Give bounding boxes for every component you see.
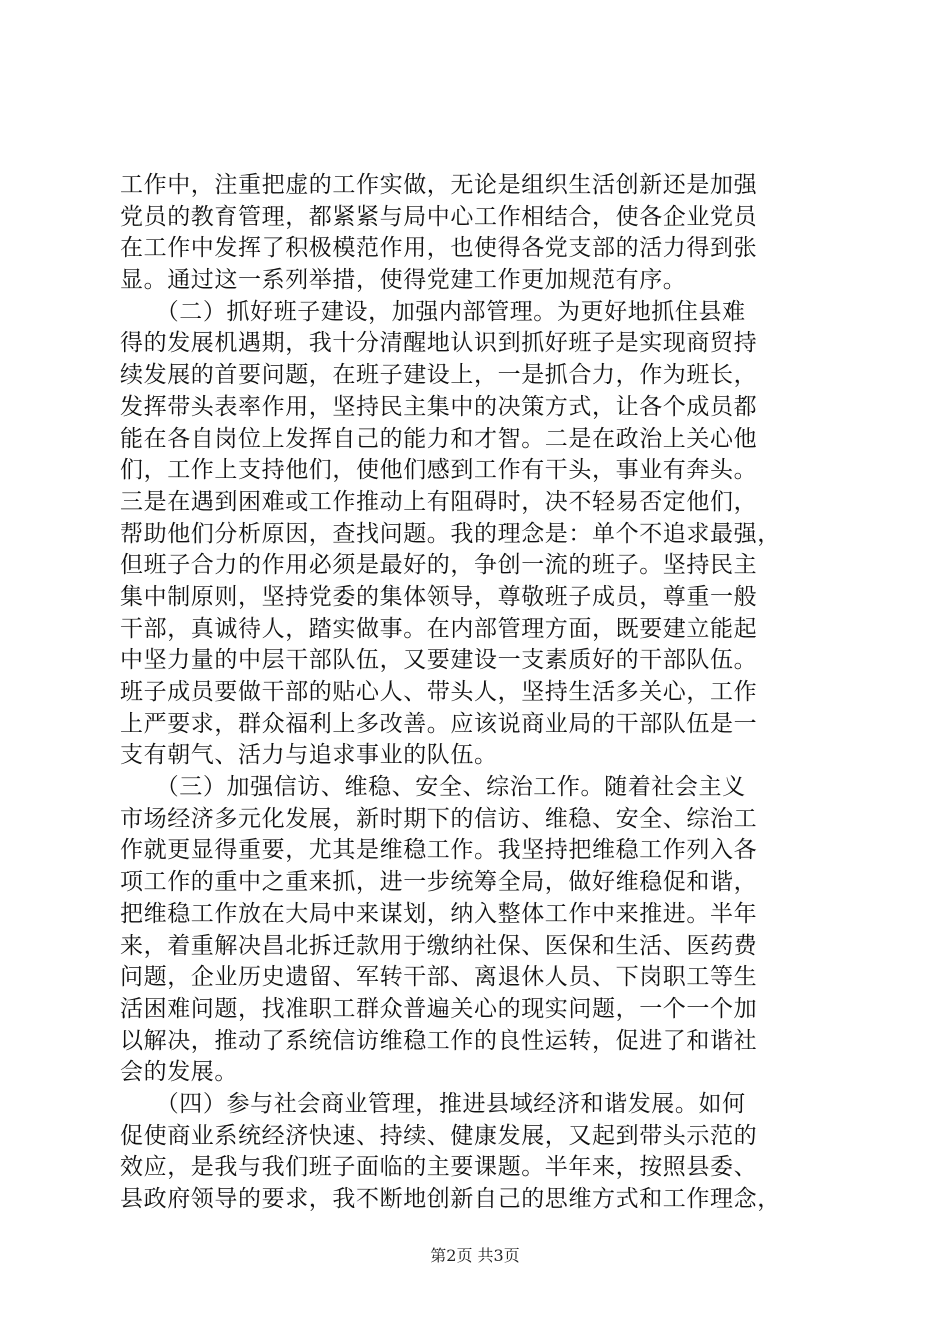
text-line: 干部，真诚待人，踏实做事。在内部管理方面，既要建立能起 bbox=[120, 615, 758, 642]
text-line: 党员的教育管理，都紧紧与局中心工作相结合，使各企业党员 bbox=[120, 203, 758, 230]
text-line: （四）参与社会商业管理，推进县域经济和谐发展。如何 bbox=[120, 1090, 746, 1117]
text-line: 来，着重解决昌北拆迁款用于缴纳社保、医保和生活、医药费 bbox=[120, 932, 758, 959]
text-line: 支有朝气、活力与追求事业的队伍。 bbox=[120, 742, 498, 769]
text-line: 项工作的重中之重来抓，进一步统筹全局，做好维稳促和谐， bbox=[120, 869, 758, 896]
text-line: 市场经济多元化发展，新时期下的信访、维稳、安全、综治工 bbox=[120, 805, 758, 832]
text-line: （三）加强信访、维稳、安全、综治工作。随着社会主义 bbox=[120, 774, 746, 801]
document-body bbox=[120, 170, 832, 1216]
text-line: 显。通过这一系列举措，使得党建工作更加规范有序。 bbox=[120, 267, 687, 294]
text-line: 作就更显得重要，尤其是维稳工作。我坚持把维稳工作列入各 bbox=[120, 837, 758, 864]
text-line: 在工作中发挥了积极模范作用，也使得各党支部的活力得到张 bbox=[120, 235, 758, 262]
text-line: （二）抓好班子建设，加强内部管理。为更好地抓住县难 bbox=[120, 298, 746, 325]
text-line: 能在各自岗位上发挥自己的能力和才智。二是在政治上关心他 bbox=[120, 425, 758, 452]
text-line: 但班子合力的作用必须是最好的，争创一流的班子。坚持民主 bbox=[120, 552, 758, 579]
text-line: 会的发展。 bbox=[120, 1059, 238, 1086]
page-footer: 第2页 共3页 bbox=[430, 1246, 520, 1265]
text-line: 问题，企业历史遗留、军转干部、离退休人员、下岗职工等生 bbox=[120, 964, 758, 991]
text-line: 帮助他们分析原因，查找问题。我的理念是：单个不追求最强， bbox=[120, 520, 781, 547]
text-line: 集中制原则，坚持党委的集体领导，尊敬班子成员，尊重一般 bbox=[120, 583, 758, 610]
text-line: 效应，是我与我们班子面临的主要课题。半年来，按照县委、 bbox=[120, 1154, 758, 1181]
text-line: 把维稳工作放在大局中来谋划，纳入整体工作中来推进。半年 bbox=[120, 900, 758, 927]
text-line: 发挥带头表率作用，坚持民主集中的决策方式，让各个成员都 bbox=[120, 393, 758, 420]
text-line: 中坚力量的中层干部队伍，又要建设一支素质好的干部队伍。 bbox=[120, 647, 758, 674]
text-line: 们，工作上支持他们，使他们感到工作有干头，事业有奔头。 bbox=[120, 457, 758, 484]
text-line: 以解决，推动了系统信访维稳工作的良性运转，促进了和谐社 bbox=[120, 1027, 758, 1054]
text-line: 县政府领导的要求，我不断地创新自己的思维方式和工作理念， bbox=[120, 1186, 781, 1212]
text-line: 工作中，注重把虚的工作实做，无论是组织生活创新还是加强 bbox=[120, 172, 758, 198]
text-line: 续发展的首要问题，在班子建设上，一是抓合力，作为班长， bbox=[120, 362, 758, 389]
text-line: 班子成员要做干部的贴心人、带头人，坚持生活多关心，工作 bbox=[120, 679, 758, 705]
text-line: 上严要求，群众福利上多改善。应该说商业局的干部队伍是一 bbox=[120, 710, 758, 737]
text-line: 得的发展机遇期，我十分清醒地认识到抓好班子是实现商贸持 bbox=[120, 330, 758, 357]
text-line: 三是在遇到困难或工作推动上有阻碍时，决不轻易否定他们， bbox=[120, 488, 758, 515]
text-line: 活困难问题，找准职工群众普遍关心的现实问题，一个一个加 bbox=[120, 995, 758, 1022]
text-line: 促使商业系统经济快速、持续、健康发展，又起到带头示范的 bbox=[120, 1122, 758, 1149]
